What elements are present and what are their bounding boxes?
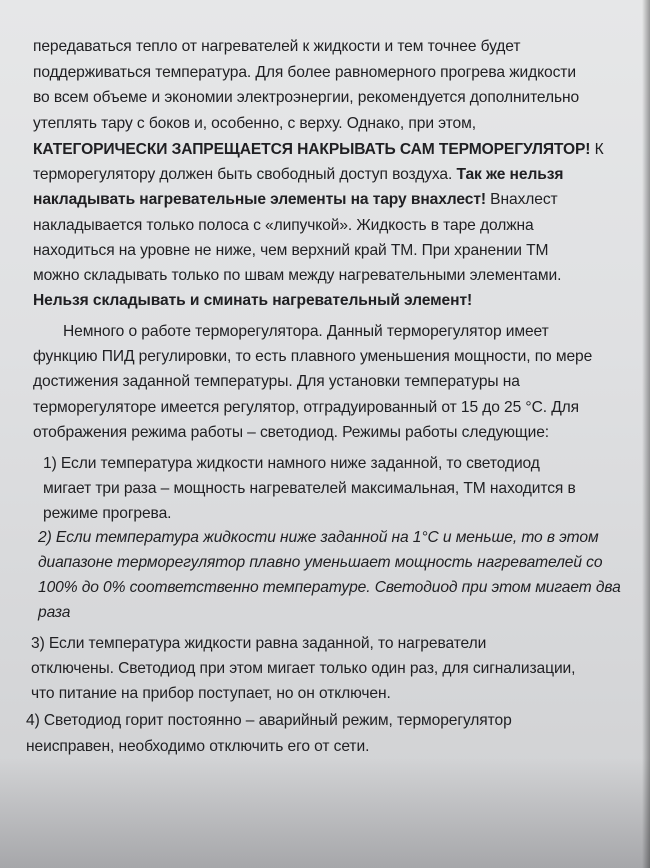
text-line [33, 63, 576, 83]
text-line [33, 372, 520, 392]
text-run: передаваться тепло от нагревателей к жидкости и тем точнее будет [33, 38, 521, 55]
text-run: 4) Светодиод горит постоянно – аварийный режим, терморегулятор [26, 712, 512, 729]
text-run: терморегулятору должен быть свободный доступ воздуха. [33, 166, 457, 183]
text-run: утеплять тару с боков и, особенно, с верху. Однако, при этом, [33, 115, 476, 132]
text-line [33, 114, 476, 134]
text-run: 100% до 0% соответственно температуре. Светодиод при этом мигает два [38, 579, 621, 596]
text-line [31, 684, 391, 704]
text-run: К [590, 141, 604, 158]
page-shadow [0, 758, 650, 868]
text-run: мигает три раза – мощность нагревателей максимальная, ТМ находится в [43, 480, 576, 497]
text-line [33, 347, 592, 367]
text-line [43, 479, 576, 499]
text-run: 2) Если температура жидкости ниже заданной на 1°С и меньше, то в этом [38, 529, 599, 546]
text-line [63, 322, 549, 342]
text-run: накладывается только полоса с «липучкой». Жидкость в таре должна [33, 217, 534, 234]
text-line [26, 711, 512, 731]
text-line [33, 88, 579, 108]
text-run: можно складывать только по швам между нагревательными элементами. [33, 267, 562, 284]
text-line [26, 737, 369, 757]
text-run: поддерживаться температура. Для более равномерного прогрева жидкости [33, 64, 576, 81]
text-line [38, 578, 621, 598]
text-run: диапазоне терморегулятор плавно уменьшает мощность нагревателей со [38, 554, 603, 571]
text-run: терморегуляторе имеется регулятор, отградуированный от 15 до 25 °С. Для [33, 399, 579, 416]
bold-text: Так же нельзя [456, 166, 564, 183]
text-line [33, 216, 534, 236]
text-line [33, 190, 558, 210]
text-run: находиться на уровне не ниже, чем верхний край ТМ. При хранении ТМ [33, 242, 549, 259]
text-line [33, 37, 520, 57]
text-line [31, 634, 486, 654]
text-line [43, 504, 171, 524]
text-run: раза [38, 604, 71, 621]
text-line [33, 266, 561, 286]
text-line [38, 553, 602, 573]
text-run: функцию ПИД регулировки, то есть плавного уменьшения мощности, по мере [33, 348, 593, 365]
text-line [38, 603, 70, 623]
text-run: режиме прогрева. [43, 505, 172, 522]
text-line [33, 291, 472, 311]
text-line [38, 528, 599, 548]
text-run: 3) Если температура жидкости равна заданной, то нагреватели [31, 635, 487, 652]
text-line [33, 165, 563, 185]
text-line [31, 659, 575, 679]
text-line [33, 398, 579, 418]
text-run: 1) Если температура жидкости намного ниже заданной, то светодиод [43, 455, 540, 472]
text-run: Внахлест [485, 191, 558, 208]
bold-text: КАТЕГОРИЧЕСКИ ЗАПРЕЩАЕТСЯ НАКРЫВАТЬ САМ ТЕРМОРЕГУЛЯТОР! [33, 141, 591, 158]
text-run: отображения режима работы – светодиод. Режимы работы следующие: [33, 424, 550, 441]
text-run: отключены. Светодиод при этом мигает только один раз, для сигнализации, [31, 660, 576, 677]
text-run: неисправен, необходимо отключить его от сети. [26, 738, 370, 755]
text-line [33, 241, 548, 261]
text-run: Немного о работе терморегулятора. Данный терморегулятор имеет [63, 323, 549, 340]
text-line [43, 454, 540, 474]
bold-text: Нельзя складывать и сминать нагревательный элемент! [33, 292, 473, 309]
text-line [33, 423, 549, 443]
page-edge [642, 0, 650, 868]
text-line [33, 140, 604, 160]
text-run: достижения заданной температуры. Для установки температуры на [33, 373, 520, 390]
bold-text: накладывать нагревательные элементы на тару внахлест! [33, 191, 486, 208]
text-run: во всем объеме и экономии электроэнергии, рекомендуется дополнительно [33, 89, 580, 106]
text-run: что питание на прибор поступает, но он отключен. [31, 685, 391, 702]
